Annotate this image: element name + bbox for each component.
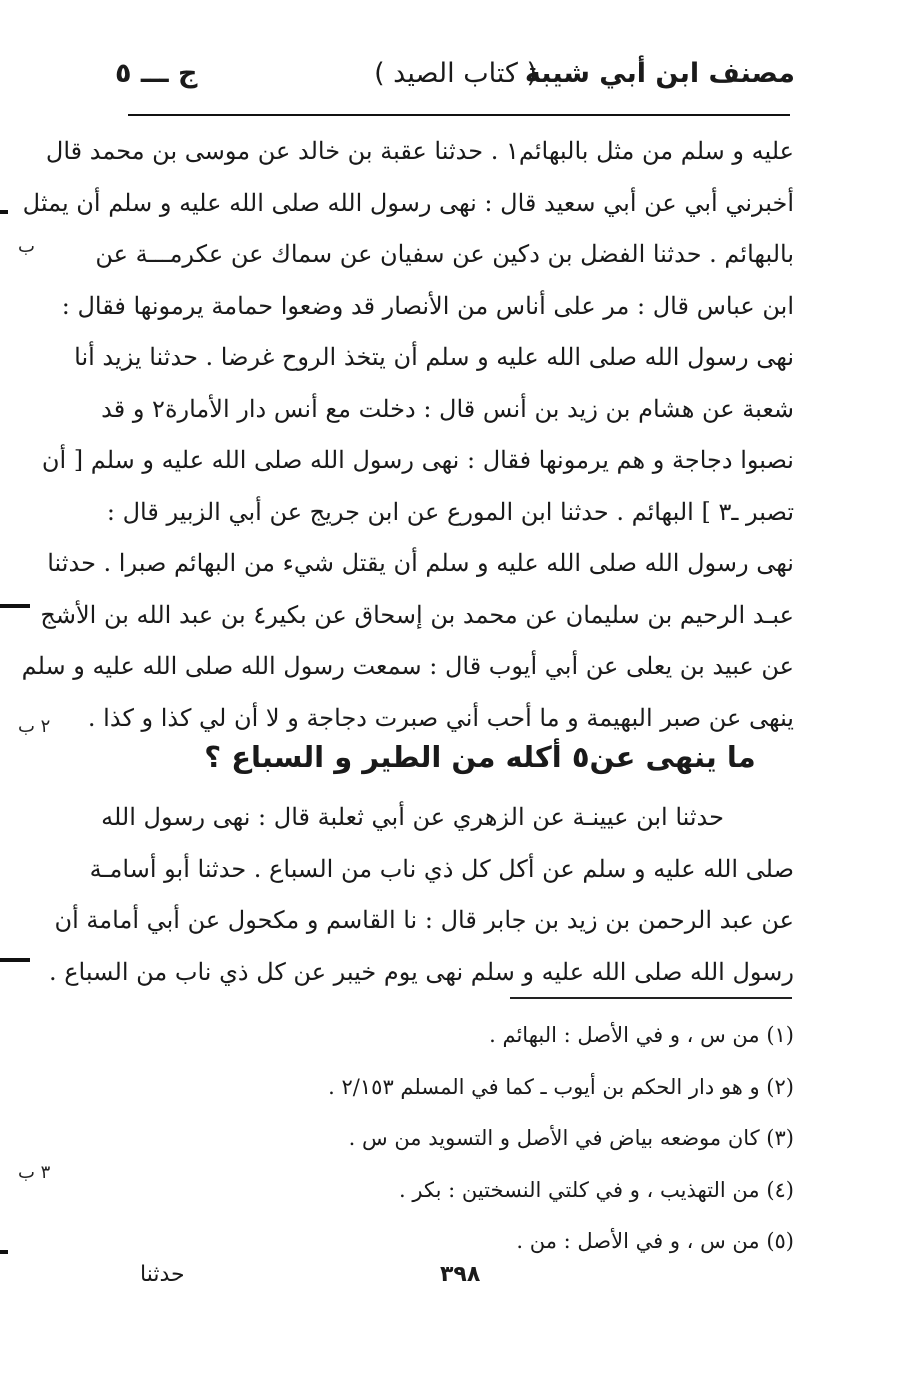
catchword: حدثنا <box>140 1262 185 1287</box>
text-line: ابن عباس قال : مر على أناس من الأنصار قد وضعوا حمامة يرمونها فقال : <box>61 291 794 320</box>
text-line: عبـد الرحيم بن سليمان عن محمد بن إسحاق عن بكير٤ بن عبد الله بن الأشج <box>40 600 794 629</box>
text-line: عليه و سلم من مثل بالبهائم١ . حدثنا عقبة بن خالد عن موسى بن محمد قال <box>45 137 794 165</box>
text-line: نهى رسول الله صلى الله عليه و سلم أن يتخذ الروح غرضا . حدثنا يزيد أنا <box>74 343 794 371</box>
text-line: أخبرني أبي عن أبي سعيد قال : نهى رسول الله صلى الله عليه و سلم أن يمثل <box>22 188 794 217</box>
footnote: (١) من س ، و في الأصل : البهائم . <box>489 1023 794 1047</box>
scan-edge-mark <box>0 604 30 608</box>
scan-edge-mark <box>0 1250 8 1254</box>
text-line: ينهى عن صبر البهيمة و ما أحب أني صبرت دجاجة و لا أن لي كذا و كذا . <box>87 703 794 732</box>
book-title: مصنف ابن أبي شيبة <box>524 58 795 89</box>
header-divider <box>128 114 790 116</box>
text-line: حدثنا ابن عيينـة عن الزهري عن أبي ثعلبة قال : نهى رسول الله <box>101 803 724 831</box>
volume-label: ج ـــ ٥ <box>115 58 198 89</box>
text-line: شعبة عن هشام بن زيد بن أنس قال : دخلت مع أنس دار الأمارة٢ و قد <box>101 394 794 423</box>
footnotes <box>200 1010 794 1268</box>
chapter-title: ( كتاب الصيد ) <box>374 58 537 89</box>
text-line: تصبر ـ٣ ] البهائم . حدثنا ابن المورع عن ابن جريج عن أبي الزبير قال : <box>106 497 794 526</box>
page-footer <box>130 1262 630 1302</box>
text-line: رسول الله صلى الله عليه و سلم نهى يوم خيبر عن كل ذي ناب من السباع . <box>48 957 794 986</box>
footnote-divider <box>510 997 792 999</box>
text-line: صلى الله عليه و سلم عن أكل كل ذي ناب من السباع . حدثنا أبو أسامـة <box>89 854 794 883</box>
second-paragraph <box>48 792 794 998</box>
footnote: (٣) كان موضعه بياض في الأصل و التسويد من س . <box>348 1126 794 1150</box>
page-number: ٣٩٨ <box>440 1262 481 1287</box>
footnote: (٤) من التهذيب ، و في كلتي النسختين : بكر . <box>399 1177 794 1202</box>
footnote: (٢) و هو دار الحكم بن أيوب ـ كما في المسلم ٢/١٥٣ . <box>328 1074 794 1099</box>
scan-edge-mark <box>0 958 30 962</box>
running-header <box>105 58 795 108</box>
scan-edge-mark <box>0 210 8 214</box>
text-line: عن عبيد بن يعلى عن أبي أيوب قال : سمعت رسول الله صلى الله عليه و سلم <box>21 652 794 680</box>
folio-marker: ٢ ب <box>18 716 51 737</box>
text-line: عن عبد الرحمن بن زيد بن جابر قال : نا القاسم و مكحول عن أبي أمامة أن <box>54 906 794 934</box>
folio-marker: ٣ ب <box>18 1162 51 1183</box>
text-line: نصبوا دجاجة و هم يرمونها فقال : نهى رسول الله صلى الله عليه و سلم [ أن <box>41 446 794 474</box>
section-heading: ما ينهى عن٥ أكله من الطير و السباع ؟ <box>204 740 756 774</box>
footnote: (٥) من س ، و في الأصل : من . <box>516 1229 794 1253</box>
folio-marker: ب <box>18 236 35 257</box>
text-line: بالبهائم . حدثنا الفضل بن دكين عن سفيان عن سماك عن عكرمـــة عن <box>95 240 794 268</box>
text-line: نهى رسول الله صلى الله عليه و سلم أن يقتل شيء من البهائم صبرا . حدثنا <box>47 549 794 577</box>
